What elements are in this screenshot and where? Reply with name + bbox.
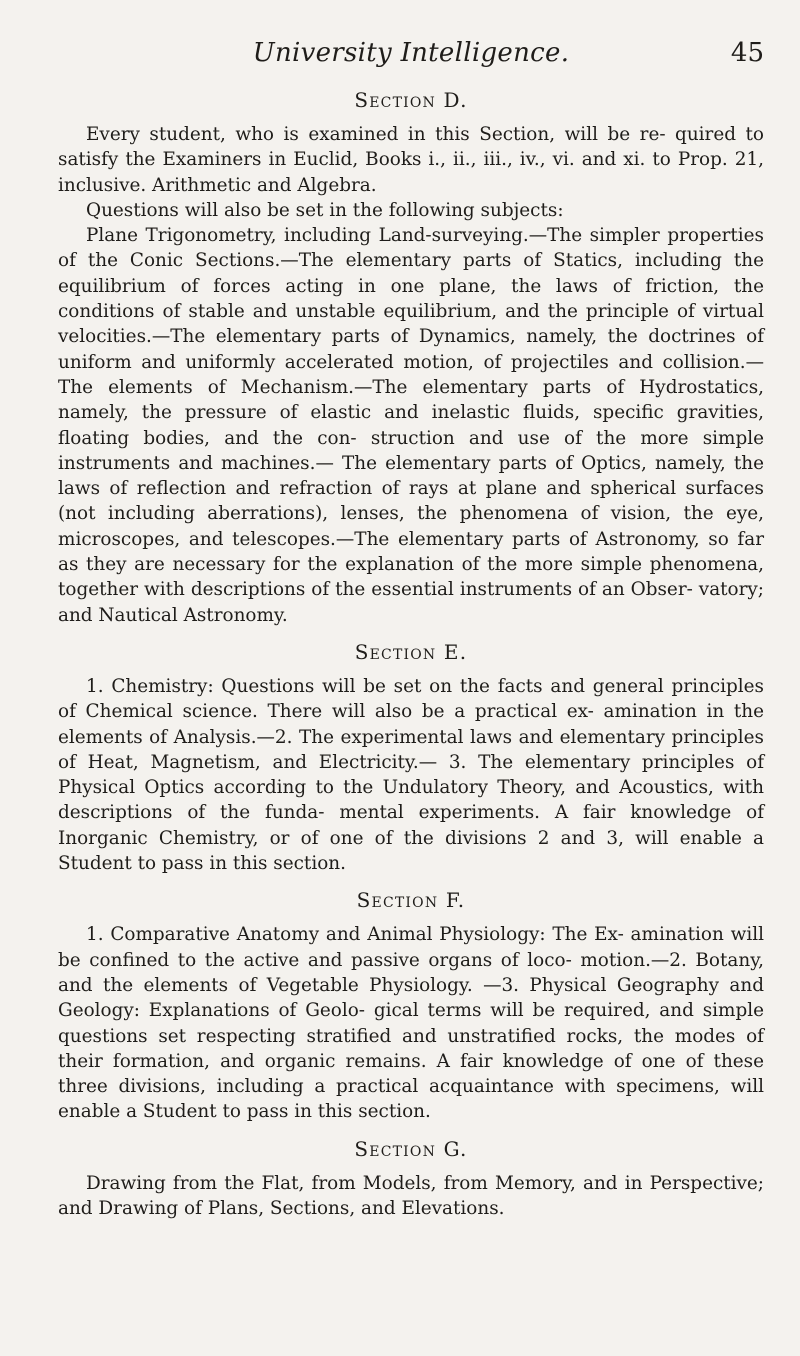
section-g	[58, 1137, 764, 1222]
running-title: University Intelligence.	[252, 38, 570, 68]
paragraph: Plane Trigonometry, including Land-surveying.—The simpler properties of the Conic Sections.—The elementary parts of Statics, including the equilibrium of forces acting in one plane, the laws of friction, the conditions of stable and unstable equilibrium, and the principle of virtual velocities.—The elementary parts of Dynamics, namely, the doctrines of uniform and uniformly accelerated motion, of projectiles and collision.—The elements of Mechanism.—The elementary parts of Hydrostatics, namely, the pressure of elastic and inelastic fluids, specific gravities, floating bodies, and the con- struction and use of the more simple instruments and machines.— The elementary parts of Optics, namely, the laws of reflection and refraction of rays at plane and spherical surfaces (not including aberrations), lenses, the phenomena of vision, the eye, microscopes, and telescopes.—The elementary parts of Astronomy, so far as they are necessary for the explanation of the more simple phenomena, together with descriptions of the essential instruments of an Obser- vatory; and Nautical Astronomy.	[58, 225, 764, 626]
document-page	[58, 38, 764, 1221]
page-number: 45	[730, 38, 764, 68]
section-heading: Section E.	[354, 639, 468, 664]
paragraph: Drawing from the Flat, from Models, from Memory, and in Perspective; and Drawing of Plans, Sections, and Elevations.	[58, 1172, 764, 1219]
section-heading: Section D.	[354, 88, 468, 112]
section-heading: Section F.	[356, 888, 466, 913]
paragraph: 1. Comparative Anatomy and Animal Physiology: The Ex- amination will be confined to the active and passive organs of loco- motion.—2. Botany, and the elements of Vegetable Physiology. —3. Physical Geography and Geology: Explanations of Geolo- gical terms will be required, and simple questions set respecting stratified and unstratified rocks, the modes of their formation, and organic remains. A fair knowledge of one of these three divisions, including a practical acquaintance with specimens, will enable a Student to pass in this section.	[58, 924, 764, 1123]
section-heading: Section G.	[354, 1136, 468, 1161]
paragraph: 1. Chemistry: Questions will be set on the facts and general principles of Chemical science. There will also be a practical ex- amination in the elements of Analysis.—2. The experimental laws and elementary principles of Heat, Magnetism, and Electricity.— 3. The elementary principles of Physical Optics according to the Undulatory Theory, and Acoustics, with descriptions of the funda- mental experiments. A fair knowledge of Inorganic Chemistry, or of one of the divisions 2 and 3, will enable a Student to pass in this section.	[58, 675, 764, 875]
section-e	[58, 640, 764, 876]
section-f	[58, 888, 764, 1124]
running-head	[58, 38, 764, 74]
section-d	[58, 88, 764, 628]
paragraph: Every student, who is examined in this Section, will be re- quired to satisfy the Examiners in Euclid, Books i., ii., iii., iv., vi. and xi. to Prop. 21, inclusive. Arithmetic and Algebra.	[58, 124, 764, 196]
paragraph: Questions will also be set in the following subjects:	[86, 199, 564, 221]
